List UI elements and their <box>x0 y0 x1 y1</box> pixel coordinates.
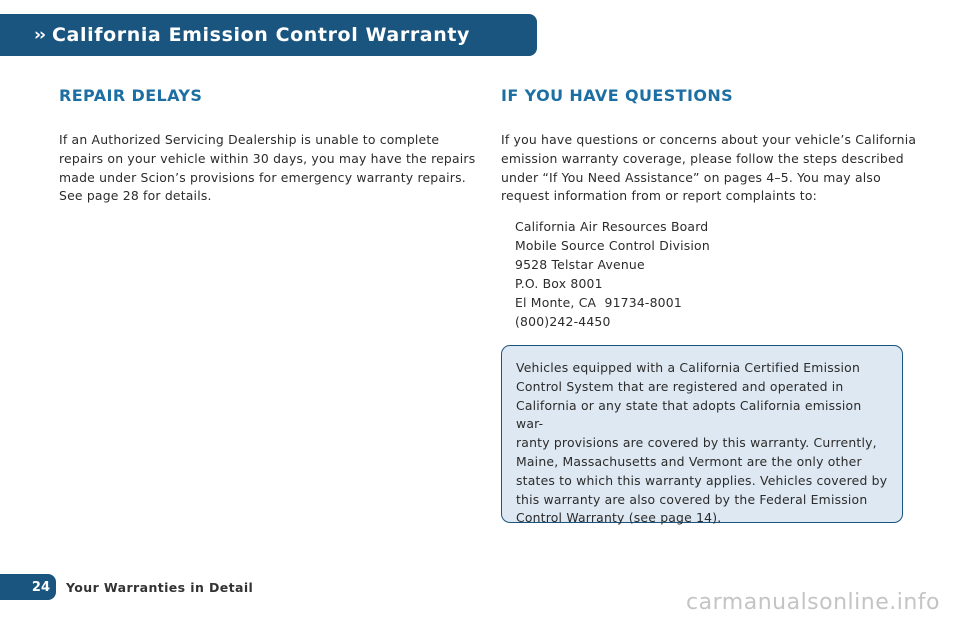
text-line: If you have questions or concerns about your vehicle’s California <box>501 132 917 147</box>
carb-address <box>515 217 710 331</box>
double-chevron-right-icon: ›› <box>34 25 45 45</box>
text-line: made under Scion’s provisions for emergency warranty repairs. <box>59 169 466 185</box>
text-line: request information from or report complaints to: <box>501 188 817 204</box>
address-line: El Monte, CA 91734-8001 <box>515 295 682 310</box>
phone-number: (800)242-4450 <box>515 314 611 329</box>
text-line: See page 28 for details. <box>59 188 212 204</box>
page-title: California Emission Control Warranty <box>52 24 470 46</box>
text-line: If an Authorized Servicing Dealership is unable to complete <box>59 132 440 147</box>
note-line: Control Warranty (see page 14). <box>516 510 722 526</box>
page-number-badge: 24 <box>0 574 56 600</box>
header-bar <box>0 14 537 56</box>
text-line: repairs on your vehicle within 30 days, you may have the repairs <box>59 150 476 166</box>
text-line: under “If You Need Assistance” on pages 4–5. You may also <box>501 169 881 185</box>
address-line: California Air Resources Board <box>515 219 709 234</box>
text-line: emission warranty coverage, please follow the steps described <box>501 150 904 166</box>
page-footer <box>0 574 253 600</box>
repair-delays-heading: REPAIR DELAYS <box>59 86 203 105</box>
address-line: P.O. Box 8001 <box>515 276 603 291</box>
note-line: Control System that are registered and operated in <box>516 378 844 394</box>
coverage-note-box <box>501 345 903 526</box>
note-line: this warranty are also covered by the Federal Emission <box>516 491 868 507</box>
note-line: ranty provisions are covered by this warranty. Currently, <box>516 435 877 451</box>
questions-paragraph <box>501 131 916 206</box>
note-line: Vehicles equipped with a California Certified Emission <box>516 360 861 375</box>
questions-heading: IF YOU HAVE QUESTIONS <box>501 86 734 105</box>
address-line: Mobile Source Control Division <box>515 238 710 253</box>
note-line: California or any state that adopts California emission war- <box>516 397 862 432</box>
watermark: carmanualsonline.info <box>686 590 940 615</box>
footer-section-label: Your Warranties in Detail <box>66 579 254 595</box>
address-line: 9528 Telstar Avenue <box>515 257 645 272</box>
note-line: states to which this warranty applies. Vehicles covered by <box>516 472 888 488</box>
repair-delays-paragraph <box>59 131 475 206</box>
note-line: Maine, Massachusetts and Vermont are the only other <box>516 453 862 469</box>
